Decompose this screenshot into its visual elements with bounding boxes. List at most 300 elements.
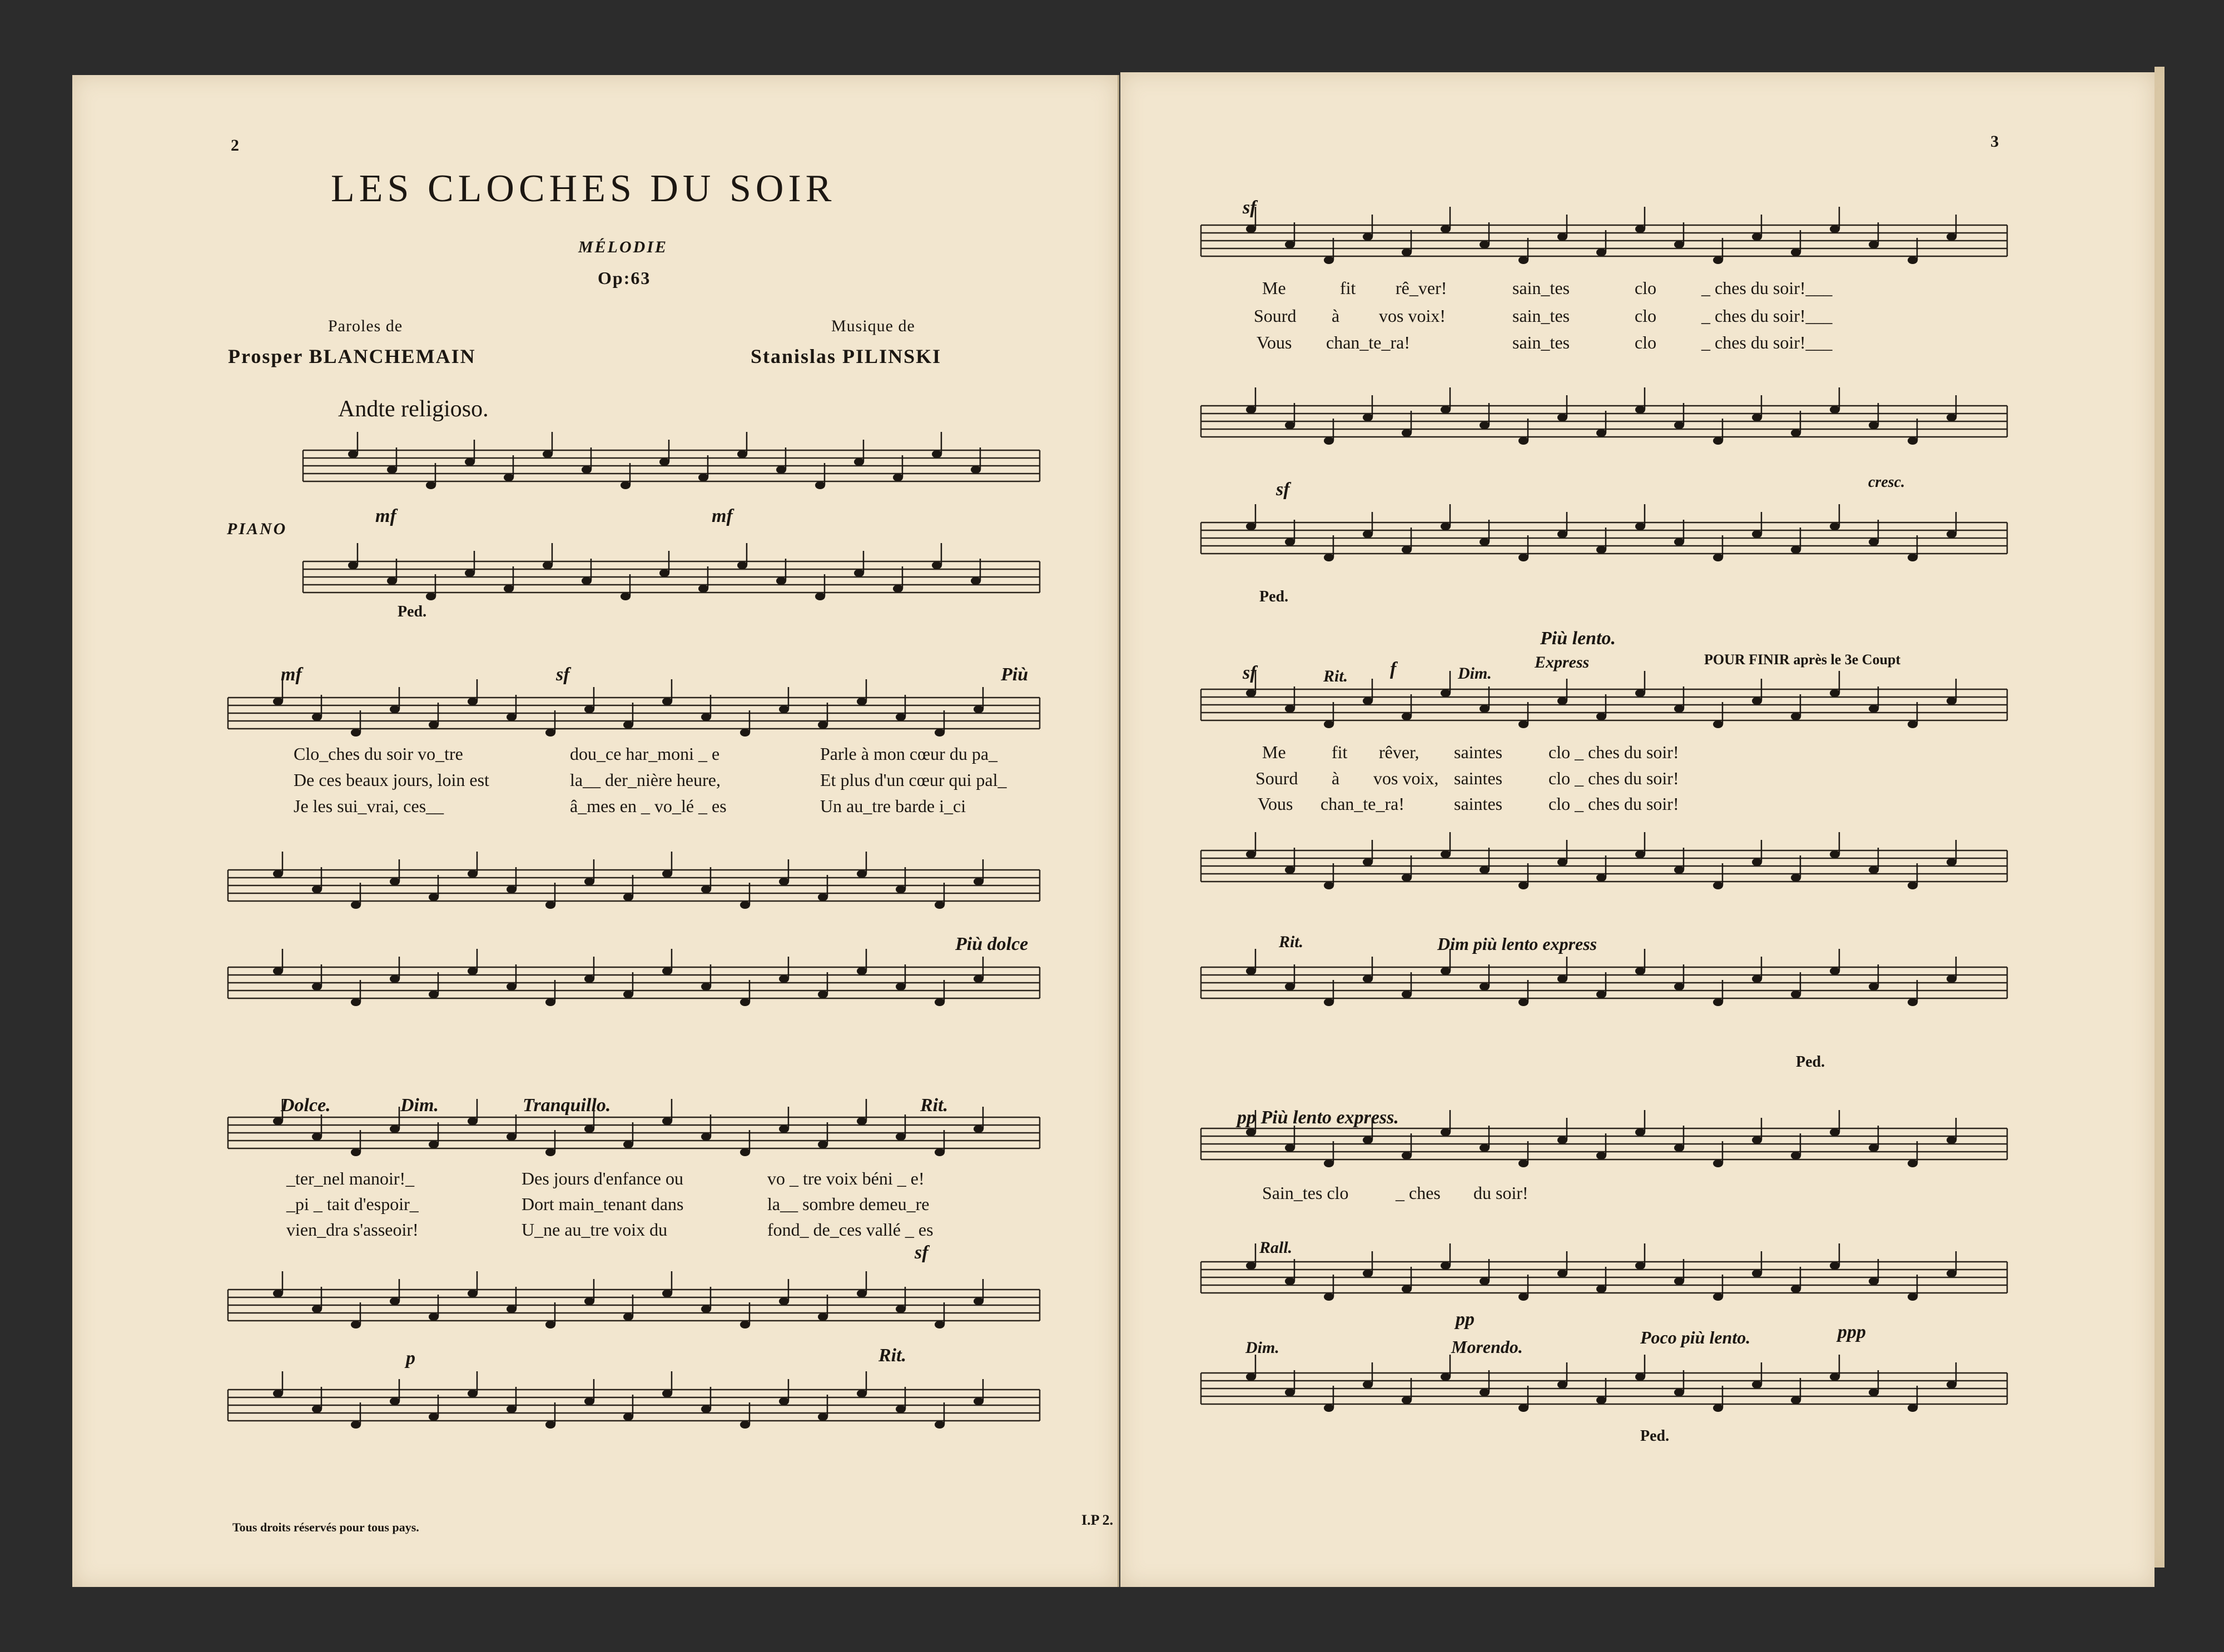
notehead bbox=[1752, 975, 1762, 983]
lyric-line: à bbox=[1332, 306, 1340, 326]
lyric-line: Parle à mon cœur du pa_ bbox=[820, 744, 998, 764]
notehead bbox=[701, 713, 711, 721]
notehead bbox=[1635, 1262, 1645, 1270]
notehead bbox=[698, 474, 708, 481]
pedal-marking-r1: Ped. bbox=[1259, 588, 1289, 605]
lyric-line: U_ne au_tre voix du bbox=[522, 1220, 668, 1240]
notehead bbox=[390, 1397, 400, 1405]
lyric-line: saintes bbox=[1454, 768, 1503, 788]
notehead bbox=[1363, 233, 1373, 241]
notehead bbox=[1324, 998, 1334, 1006]
lyric-line: Me bbox=[1262, 742, 1286, 762]
notehead bbox=[351, 1321, 361, 1328]
marking-express: Express bbox=[1535, 653, 1590, 671]
marking-piu-lento: Più lento. bbox=[1540, 628, 1616, 649]
lyric-line: dou_ce har_moni _ e bbox=[570, 744, 720, 764]
notehead bbox=[1363, 975, 1373, 983]
notehead bbox=[273, 870, 283, 878]
notehead bbox=[818, 1313, 828, 1321]
notehead bbox=[896, 1405, 906, 1413]
lyric-line: _ ches du soir!___ bbox=[1701, 278, 1833, 298]
notehead bbox=[620, 593, 631, 600]
lyric-line: fit bbox=[1340, 278, 1356, 298]
notehead bbox=[1674, 421, 1684, 429]
pedal-marking-r2: Ped. bbox=[1796, 1053, 1825, 1071]
notehead bbox=[1402, 248, 1412, 256]
marking-dim-piu-lento: Dim più lento express bbox=[1437, 934, 1597, 954]
lyric-line: sain_tes bbox=[1512, 278, 1570, 298]
notehead bbox=[662, 967, 672, 975]
notehead bbox=[1674, 1389, 1684, 1396]
marking-dim: Dim. bbox=[400, 1095, 439, 1116]
notehead bbox=[1713, 1293, 1723, 1301]
notehead bbox=[1285, 1144, 1295, 1152]
lyric-line: _ ches du soir!___ bbox=[1701, 332, 1833, 352]
lyric-line: du soir! bbox=[1473, 1183, 1528, 1203]
notehead bbox=[312, 885, 322, 893]
marking-morendo: Morendo. bbox=[1451, 1337, 1523, 1357]
notehead bbox=[507, 1133, 517, 1141]
notehead bbox=[623, 1313, 633, 1321]
notehead bbox=[1324, 882, 1334, 889]
notehead bbox=[857, 967, 867, 975]
marking-piu-dolce: Più dolce bbox=[955, 934, 1029, 954]
lyric-line: _ ches bbox=[1396, 1183, 1441, 1203]
notehead bbox=[1674, 1277, 1684, 1285]
marking-rit: Rit. bbox=[920, 1095, 949, 1116]
notehead bbox=[662, 1390, 672, 1397]
notehead bbox=[659, 569, 669, 577]
lyricist-label: Paroles de bbox=[328, 317, 403, 335]
notehead bbox=[545, 1421, 555, 1429]
lyric-line: Sourd bbox=[1254, 306, 1297, 326]
notehead bbox=[1947, 1136, 1957, 1144]
notehead bbox=[1402, 991, 1412, 998]
notehead bbox=[582, 577, 592, 585]
notehead bbox=[545, 998, 555, 1006]
notehead bbox=[1830, 850, 1840, 858]
lyric-line: Sourd bbox=[1255, 768, 1298, 788]
lyric-line: rê_ver! bbox=[1396, 278, 1447, 298]
lyric-line: chan_te_ra! bbox=[1326, 332, 1411, 352]
notehead bbox=[1791, 874, 1801, 882]
notehead bbox=[429, 893, 439, 901]
marking-tranquillo: Tranquillo. bbox=[523, 1095, 611, 1116]
notehead bbox=[1830, 1262, 1840, 1270]
lyric-line: sain_tes bbox=[1512, 306, 1570, 326]
notehead bbox=[543, 450, 553, 458]
lyric-line: Vous bbox=[1258, 794, 1293, 814]
notehead bbox=[1518, 720, 1528, 728]
notehead bbox=[504, 585, 514, 593]
notehead bbox=[701, 983, 711, 991]
notehead bbox=[935, 1321, 945, 1328]
notehead bbox=[429, 1141, 439, 1148]
notehead bbox=[1908, 720, 1918, 728]
notehead bbox=[390, 878, 400, 885]
lyric-line: rêver, bbox=[1379, 742, 1419, 762]
notehead bbox=[620, 481, 631, 489]
notehead bbox=[1518, 437, 1528, 445]
notehead bbox=[854, 569, 864, 577]
notehead bbox=[1830, 967, 1840, 975]
notehead bbox=[1947, 697, 1957, 705]
notehead bbox=[582, 466, 592, 474]
notehead bbox=[1752, 858, 1762, 866]
lyric-line: la__ sombre demeu_re bbox=[767, 1194, 930, 1214]
notehead bbox=[896, 885, 906, 893]
notehead bbox=[1324, 1404, 1334, 1412]
lyric-line: vos voix! bbox=[1379, 306, 1446, 326]
lyric-line: clo bbox=[1635, 278, 1657, 298]
notehead bbox=[932, 450, 942, 458]
notehead bbox=[740, 1321, 750, 1328]
notehead bbox=[701, 1133, 711, 1141]
notehead bbox=[1480, 1277, 1490, 1285]
notehead bbox=[1713, 1404, 1723, 1412]
notehead bbox=[1713, 554, 1723, 561]
notehead bbox=[1480, 1144, 1490, 1152]
dynamic-sf-2: sf bbox=[915, 1242, 929, 1263]
notehead bbox=[1246, 689, 1256, 697]
notehead bbox=[465, 569, 475, 577]
notehead bbox=[896, 983, 906, 991]
notehead bbox=[1908, 554, 1918, 561]
notehead bbox=[740, 1148, 750, 1156]
notehead bbox=[935, 998, 945, 1006]
notehead bbox=[935, 901, 945, 909]
dynamic-sf-r2: sf bbox=[1276, 479, 1290, 500]
notehead bbox=[698, 585, 708, 593]
lyric-line: Sain_tes clo bbox=[1262, 1183, 1349, 1203]
page-number-left: 2 bbox=[231, 136, 239, 155]
notehead bbox=[1518, 998, 1528, 1006]
notehead bbox=[1324, 1160, 1334, 1167]
opus: Op:63 bbox=[598, 268, 651, 288]
notehead bbox=[390, 975, 400, 983]
pedal-marking: Ped. bbox=[398, 603, 427, 620]
notehead bbox=[1752, 233, 1762, 241]
notehead bbox=[1324, 256, 1334, 264]
marking-rit-r2: Rit. bbox=[1279, 933, 1304, 951]
notehead bbox=[468, 870, 478, 878]
notehead bbox=[273, 1390, 283, 1397]
notehead bbox=[1363, 697, 1373, 705]
notehead bbox=[584, 1297, 594, 1305]
notehead bbox=[1791, 248, 1801, 256]
notehead bbox=[1285, 241, 1295, 248]
notehead bbox=[1518, 882, 1528, 889]
pour-finir-note: POUR FINIR après le 3e Coupt bbox=[1704, 651, 1901, 668]
notehead bbox=[1830, 523, 1840, 530]
notehead bbox=[1596, 1152, 1606, 1160]
notehead bbox=[896, 1133, 906, 1141]
notehead bbox=[818, 721, 828, 729]
tempo-marking: Andte religioso. bbox=[338, 396, 489, 422]
notehead bbox=[312, 1305, 322, 1313]
notehead bbox=[1635, 523, 1645, 530]
notehead bbox=[273, 1117, 283, 1125]
composer-name: Stanislas PILINSKI bbox=[751, 345, 942, 367]
notehead bbox=[1791, 713, 1801, 720]
notehead bbox=[1713, 998, 1723, 1006]
notehead bbox=[273, 1290, 283, 1297]
notehead bbox=[662, 870, 672, 878]
dynamic-sf-r1: sf bbox=[1243, 197, 1257, 218]
dynamic-ppp: ppp bbox=[1838, 1322, 1866, 1342]
notehead bbox=[935, 1148, 945, 1156]
lyric-line: clo _ ches du soir! bbox=[1548, 768, 1679, 788]
notehead bbox=[1441, 1262, 1451, 1270]
notehead bbox=[507, 885, 517, 893]
notehead bbox=[1285, 1389, 1295, 1396]
notehead bbox=[273, 698, 283, 705]
notehead bbox=[1674, 705, 1684, 713]
notehead bbox=[1480, 705, 1490, 713]
lyric-line: la__ der_nière heure, bbox=[570, 770, 721, 790]
notehead bbox=[779, 705, 789, 713]
notehead bbox=[779, 1397, 789, 1405]
notehead bbox=[1869, 241, 1879, 248]
lyric-line: _ ches du soir!___ bbox=[1701, 306, 1833, 326]
notehead bbox=[1518, 1160, 1528, 1167]
notehead bbox=[974, 705, 984, 713]
notehead bbox=[1635, 225, 1645, 233]
notehead bbox=[1441, 225, 1451, 233]
lyric-line: sain_tes bbox=[1512, 332, 1570, 352]
notehead bbox=[1869, 866, 1879, 874]
lyric-line: clo bbox=[1635, 332, 1657, 352]
notehead bbox=[1441, 967, 1451, 975]
notehead bbox=[1480, 538, 1490, 546]
lyric-line: à bbox=[1332, 768, 1340, 788]
notehead bbox=[1285, 983, 1295, 991]
notehead bbox=[857, 1290, 867, 1297]
notehead bbox=[1557, 1270, 1567, 1277]
notehead bbox=[1246, 967, 1256, 975]
notehead bbox=[584, 1125, 594, 1133]
notehead bbox=[468, 1290, 478, 1297]
notehead bbox=[1869, 1144, 1879, 1152]
notehead bbox=[1441, 850, 1451, 858]
notehead bbox=[1596, 874, 1606, 882]
notehead bbox=[1869, 538, 1879, 546]
marking-dim-r1: Dim. bbox=[1458, 664, 1492, 683]
notehead bbox=[348, 450, 358, 458]
notehead bbox=[1402, 429, 1412, 437]
notehead bbox=[1947, 975, 1957, 983]
notehead bbox=[426, 481, 436, 489]
notehead bbox=[351, 1148, 361, 1156]
lyric-line: fond_ de_ces vallé _ es bbox=[767, 1220, 934, 1240]
notehead bbox=[857, 1390, 867, 1397]
notehead bbox=[1830, 1373, 1840, 1381]
notehead bbox=[1441, 689, 1451, 697]
notehead bbox=[426, 593, 436, 600]
dynamic-sf: sf bbox=[556, 664, 570, 685]
lyric-line: Des jours d'enfance ou bbox=[522, 1168, 683, 1188]
lyric-line: chan_te_ra! bbox=[1321, 794, 1405, 814]
notehead bbox=[1402, 713, 1412, 720]
footer-plate: I.P 2. bbox=[1081, 1512, 1114, 1528]
notehead bbox=[971, 466, 981, 474]
notehead bbox=[387, 466, 397, 474]
notehead bbox=[429, 1413, 439, 1421]
notehead bbox=[1324, 720, 1334, 728]
notehead bbox=[857, 698, 867, 705]
notehead bbox=[776, 577, 786, 585]
lyric-line: Un au_tre barde i_ci bbox=[820, 796, 966, 816]
notehead bbox=[387, 577, 397, 585]
notehead bbox=[659, 458, 669, 466]
notehead bbox=[1752, 1381, 1762, 1389]
notehead bbox=[1908, 998, 1918, 1006]
notehead bbox=[1791, 1396, 1801, 1404]
notehead bbox=[854, 458, 864, 466]
lyric-line: Me bbox=[1262, 278, 1286, 298]
notehead bbox=[545, 729, 555, 737]
notehead bbox=[584, 878, 594, 885]
notehead bbox=[776, 466, 786, 474]
lyric-line: clo _ ches du soir! bbox=[1548, 794, 1679, 814]
notehead bbox=[1441, 1128, 1451, 1136]
notehead bbox=[468, 1390, 478, 1397]
notehead bbox=[312, 1405, 322, 1413]
notehead bbox=[857, 1117, 867, 1125]
notehead bbox=[1947, 414, 1957, 421]
notehead bbox=[1674, 866, 1684, 874]
notehead bbox=[351, 1421, 361, 1429]
notehead bbox=[1363, 530, 1373, 538]
notehead bbox=[701, 1405, 711, 1413]
notehead bbox=[740, 729, 750, 737]
notehead bbox=[974, 878, 984, 885]
notehead bbox=[1635, 1373, 1645, 1381]
notehead bbox=[468, 1117, 478, 1125]
notehead bbox=[818, 893, 828, 901]
lyric-line: Clo_ches du soir vo_tre bbox=[294, 744, 463, 764]
notehead bbox=[543, 561, 553, 569]
notehead bbox=[1791, 1285, 1801, 1293]
notehead bbox=[1752, 530, 1762, 538]
notehead bbox=[1557, 1136, 1567, 1144]
notehead bbox=[1246, 523, 1256, 530]
notehead bbox=[1402, 1285, 1412, 1293]
notehead bbox=[1713, 437, 1723, 445]
notehead bbox=[623, 721, 633, 729]
notehead bbox=[701, 1305, 711, 1313]
notehead bbox=[974, 1125, 984, 1133]
notehead bbox=[1246, 1128, 1256, 1136]
notehead bbox=[507, 1305, 517, 1313]
notehead bbox=[584, 975, 594, 983]
notehead bbox=[815, 481, 825, 489]
notehead bbox=[1869, 705, 1879, 713]
notehead bbox=[1713, 882, 1723, 889]
notehead bbox=[1480, 421, 1490, 429]
dynamic-f: f bbox=[1390, 659, 1397, 679]
notehead bbox=[974, 975, 984, 983]
notehead bbox=[623, 1141, 633, 1148]
notehead bbox=[1596, 429, 1606, 437]
notehead bbox=[1441, 1373, 1451, 1381]
notehead bbox=[779, 878, 789, 885]
notehead bbox=[701, 885, 711, 893]
notehead bbox=[662, 1290, 672, 1297]
lyricist-name: Prosper BLANCHEMAIN bbox=[228, 345, 476, 367]
notehead bbox=[818, 991, 828, 998]
notehead bbox=[1752, 697, 1762, 705]
notehead bbox=[1363, 858, 1373, 866]
notehead bbox=[1908, 437, 1918, 445]
notehead bbox=[545, 901, 555, 909]
notehead bbox=[1596, 248, 1606, 256]
notehead bbox=[351, 901, 361, 909]
instrument-label: PIANO bbox=[227, 520, 287, 538]
notehead bbox=[390, 1125, 400, 1133]
notehead bbox=[1830, 689, 1840, 697]
notehead bbox=[893, 585, 903, 593]
notehead bbox=[1518, 554, 1528, 561]
notehead bbox=[935, 729, 945, 737]
notehead bbox=[1908, 1404, 1918, 1412]
marking-rit-r1: Rit. bbox=[1323, 667, 1348, 685]
dynamic-p: p bbox=[406, 1348, 415, 1369]
marking-dolce: Dolce. bbox=[281, 1095, 331, 1116]
notehead bbox=[1285, 705, 1295, 713]
lyric-line: clo bbox=[1635, 306, 1657, 326]
notehead bbox=[1869, 1277, 1879, 1285]
page-number-right: 3 bbox=[1990, 132, 1999, 151]
lyric-line: Dort main_tenant dans bbox=[522, 1194, 684, 1214]
notehead bbox=[1635, 406, 1645, 414]
notehead bbox=[1947, 530, 1957, 538]
lyric-line: vien_dra s'asseoir! bbox=[286, 1220, 419, 1240]
notehead bbox=[1402, 1396, 1412, 1404]
notehead bbox=[1830, 225, 1840, 233]
notehead bbox=[1480, 241, 1490, 248]
notehead bbox=[971, 577, 981, 585]
notehead bbox=[779, 975, 789, 983]
notehead bbox=[1947, 858, 1957, 866]
notehead bbox=[1246, 850, 1256, 858]
notehead bbox=[1791, 429, 1801, 437]
notehead bbox=[818, 1141, 828, 1148]
notehead bbox=[1557, 414, 1567, 421]
notehead bbox=[1713, 1160, 1723, 1167]
dynamic-sf-r3: sf bbox=[1243, 663, 1257, 683]
lyric-line: De ces beaux jours, loin est bbox=[294, 770, 489, 790]
notehead bbox=[935, 1421, 945, 1429]
dynamic-mf-2: mf bbox=[712, 506, 733, 526]
marking-rit-2: Rit. bbox=[878, 1345, 907, 1366]
notehead bbox=[815, 593, 825, 600]
notehead bbox=[312, 1133, 322, 1141]
notehead bbox=[1635, 850, 1645, 858]
notehead bbox=[662, 1117, 672, 1125]
notehead bbox=[1674, 983, 1684, 991]
notehead bbox=[1830, 406, 1840, 414]
notehead bbox=[1518, 256, 1528, 264]
marking-rall: Rall. bbox=[1259, 1238, 1293, 1257]
notehead bbox=[1674, 241, 1684, 248]
notehead bbox=[737, 450, 747, 458]
notehead bbox=[1285, 1277, 1295, 1285]
notehead bbox=[1908, 1160, 1918, 1167]
notehead bbox=[351, 729, 361, 737]
notehead bbox=[507, 1405, 517, 1413]
marking-piu: Più bbox=[1001, 664, 1029, 685]
